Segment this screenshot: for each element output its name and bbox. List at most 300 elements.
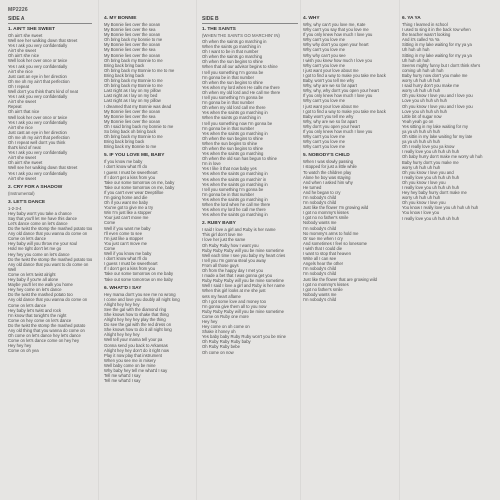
lyric-line: Love you uh huh uh huh: [402, 108, 447, 114]
lyric-line: Ruby Ruby Ruby will you be mine sometime: [202, 247, 284, 253]
lyric-line: Oh bring back my bonnie to me: [104, 37, 163, 43]
lyric-line: Oh I really love you ya know: [402, 144, 455, 150]
lyric-line: Any old dance that you wanna do come on: [8, 231, 88, 237]
lyric-line: Take our some tomorrow on me, baby: [104, 179, 175, 185]
lyric-line: I tell you something I'm gonna be: [202, 186, 264, 192]
lyric-line: I tell you something now I'm gonna be: [202, 120, 273, 126]
lyric-line: I love her just the same: [202, 237, 246, 243]
lyric-line: Oh when the sun begins to shine: [202, 135, 263, 141]
song-block: [402, 16, 496, 221]
catalog-number: MP2226: [8, 7, 28, 13]
lyric-line: the teacher wasn't looking: [402, 32, 451, 38]
lyric-line: I don't know what I'll do: [104, 256, 148, 262]
lyric-line: Well if you know me baby: [104, 251, 152, 257]
lyric-line: My Bonnie lies over the ocean: [104, 118, 161, 124]
lyric-line: worry uh huh uh huh: [402, 88, 441, 94]
lyric-line: Shake it honey oh: [202, 329, 236, 335]
lyric-line: Oh me oh my ain't that perfection: [8, 78, 70, 84]
lyric-line: If you only knew how much I love you: [303, 93, 373, 99]
lyric-line: I guess I must be sweetheart: [104, 261, 158, 267]
lyric-line: If you know me baby: [104, 159, 143, 165]
lyric-line: Oh when the saints go marching in: [202, 39, 267, 44]
lyric-line: I'm nobody's child: [303, 271, 337, 277]
lyric-line: Oh Ruby Ruby how I want you: [202, 242, 259, 248]
lyric-line: Why why can't you see: [303, 52, 346, 58]
song-title: 4. WHY: [303, 16, 320, 21]
lyric-line: Yes sitting in my lake waiting for my: [402, 123, 468, 129]
lyric-line: And he began to cry: [303, 189, 341, 195]
lyric-line: Maybe you'll let me walk you home: [8, 282, 73, 288]
lyric-line: Take out some tomorrow on me baby: [104, 276, 173, 282]
lyric-line: Alright hey hey don't do it right now: [104, 347, 170, 353]
lyric-line: When you see me in misery: [104, 357, 156, 363]
lyric-line: I tell you something I'm gonna be: [202, 95, 264, 101]
lyric-line: Just cast an eye in her direction: [8, 73, 67, 79]
lyric-line: She knows how to shake that thing: [104, 311, 169, 317]
lyric-line: Oh bring back my Bonnie to me: [104, 83, 163, 89]
lyric-line: ya ya uh huh uh huh: [402, 128, 440, 134]
song-subtitle: (Instrumental): [8, 190, 35, 196]
lyric-line: Ruby Ruby Ruby will you be mine sometime: [202, 278, 284, 284]
song-title: 2. CRY FOR A SHADOW: [8, 184, 63, 190]
lyric-line: Why, why, why don't you open your heart: [303, 88, 379, 94]
lyric-line: I'm gonna be in that number: [202, 191, 255, 197]
lyric-line: Yes when my lord he call me there: [202, 207, 266, 213]
lyric-line: Oh when my old lord and He call me there: [202, 89, 281, 95]
lyric-line: that's kind of neat: [8, 145, 41, 151]
lyric-line: Oh ain't that nice: [8, 109, 40, 115]
lyric-line: Yes I ask you very confidentially: [8, 63, 68, 69]
lyric-line: Hey hey you come on let's dance: [8, 251, 70, 257]
lyric-line: Do see the gal with the red dress on: [104, 322, 172, 328]
lyric-line: Hey come on oh come on: [202, 324, 250, 330]
lyric-line: This girl don't love me: [202, 232, 243, 238]
lyric-line: Oh Ruby Ruby bebe: [202, 344, 240, 350]
lyric-line: Oh baby hurry don't make me worry uh huh: [402, 154, 483, 160]
song-title: 1. THE SAINTS: [202, 27, 236, 32]
lyrics-column-4: [303, 16, 397, 494]
lyric-line: Why, why are we so far apart: [303, 118, 357, 124]
lyric-line: Well see her walking down that street: [8, 165, 78, 171]
lyric-line: Just like the flower that are growing wild: [303, 276, 378, 282]
lyrics-column-1: [8, 16, 92, 494]
lyric-line: Do the twist the mashed potato too: [8, 292, 73, 298]
lyric-line: Gonna send you back to Arkansas: [104, 342, 168, 348]
lyric-line: Well: [8, 266, 17, 272]
lyric-line: Yes when the saints go marching: [202, 151, 264, 157]
lyric-line: Baby won't you tell me why: [303, 113, 354, 119]
lyric-line: Bring back bring back: [104, 139, 145, 145]
lyric-line: Angels hear the other: [303, 261, 344, 267]
lyric-line: Hey mama don't you see me no wrong: [104, 291, 176, 297]
lyric-line: worry uh huh uh huh: [402, 164, 441, 170]
lyrics-column-2: [104, 16, 190, 494]
lyric-line: Take our some tomorrow on me, baby: [104, 184, 175, 190]
lyric-line: Well look her over once or twice: [8, 58, 68, 64]
lyric-line: Write all I can see: [303, 256, 337, 262]
lyric-line: Come on let's twist alright: [8, 271, 56, 277]
lyric-line: Oh ain't she sweet: [8, 160, 43, 166]
lyric-line: I'm know that tonight's the night: [8, 312, 67, 318]
song-title: 2. RUBY BABY: [202, 221, 236, 227]
song-subtitle: (WHEN THE SAINTS GO MARCHIN' IN): [202, 33, 280, 38]
lyric-line: Hey hey hey: [8, 343, 32, 349]
lyric-line: Yes when the saints go marching in: [202, 130, 268, 136]
lyric-line: I really love you uh huh uh huh: [402, 174, 460, 180]
lyric-line: Oh bring back my Bonnie to me to me: [104, 67, 175, 73]
lyric-line: Love you uh huh uh huh: [402, 98, 447, 104]
lyric-line: I just want your love about me: [303, 103, 359, 109]
lyric-line: I got no mommy's kisses: [303, 281, 349, 287]
lyric-line: Hold me tight don't let me go: [8, 246, 62, 252]
lyric-line: Thing I learned in school: [402, 22, 448, 27]
lyric-line: Bring back bring back: [104, 62, 145, 68]
lyric-line: Oh you know I love you and: [402, 169, 454, 175]
lyric-line: Tell me what'd I say: [104, 378, 141, 384]
lyric-line: Why can't you say that you love me: [303, 27, 369, 33]
lyric-line: Yes baby baby Ruby Ruby won't you be mine: [202, 334, 286, 340]
lyric-line: Yes I ask you very confidentially: [8, 43, 68, 49]
lyric-line: Oh ain't she nice: [8, 53, 40, 59]
lyric-line: When the saints go marching in: [202, 115, 261, 121]
lyric-line: Hey baby will you throw me your soul: [8, 241, 78, 247]
lyric-line: Any old thing that you wanna do come on: [8, 327, 85, 333]
lyric-line: I'm nobody's child: [303, 225, 337, 231]
lyric-line: Well look her over once or twice: [8, 114, 68, 120]
lyric-line: Ain't she nice: [8, 68, 33, 74]
lyric-line: I come and love you doubly all night long: [104, 296, 180, 302]
lyric-line: Come on let's dance: [8, 236, 47, 242]
lyrics-column-5: [402, 16, 496, 494]
lyric-line: Well if you want me baby: [104, 225, 151, 231]
lyric-line: 1-2-3-4: [8, 205, 22, 211]
song-block: [202, 221, 298, 354]
lyric-line: And sometimes I feel so lonesome: [303, 240, 368, 246]
lyric-line: Why don't you open your heart: [303, 123, 360, 129]
lyric-line: When the sun begins to shine: [202, 140, 258, 146]
lyric-line: sets my heart aflame: [202, 293, 241, 299]
lyric-line: Ain't she sweet: [8, 99, 37, 105]
lyric-line: Why, why are we so far apart: [303, 83, 357, 89]
lyric-line: Seems mighty funny but I don't think she's: [402, 62, 481, 68]
lyric-line: Sitting in my lake waiting for my ya ya: [402, 52, 472, 58]
lyric-line: When I was slowly passing: [303, 159, 354, 165]
lyric-line: Hey baby won't you take a chance: [8, 210, 72, 216]
lyric-line: I just want your love about me: [303, 67, 359, 73]
lyric-line: See the gal with the diamond ring: [104, 306, 167, 312]
lyric-line: Uh huh uh huh: [402, 47, 430, 53]
song-block: [303, 153, 397, 302]
lyric-line: Baby, won't you tell me why: [303, 78, 355, 84]
song-block: [303, 16, 397, 149]
lyric-line: Ain't she nice: [8, 124, 33, 130]
lyric-line: Alright hey hey hey: [104, 301, 140, 307]
lyric-line: And when I asked him why: [303, 179, 353, 185]
lyric-line: Oh you know I love you: [402, 179, 446, 185]
lyric-line: I'm nobody's child: [303, 266, 337, 272]
lyric-line: Sitting in my lake waiting for my ya ya: [402, 42, 472, 48]
lyric-line: You've got to give me a try: [104, 205, 154, 211]
lyric-line: My Bonnie lies over the sea: [104, 27, 156, 33]
lyric-line: Oh bring back my Bonnie to me: [104, 57, 163, 63]
lyric-line: Come on let's dance come on hey hey: [8, 338, 80, 344]
lyric-line: I'm gonna be in that number: [202, 74, 255, 80]
lyric-line: Come: [104, 220, 116, 226]
lyric-line: Do the twist the stomp the mashed potato too: [8, 256, 92, 262]
lyric-line: Yes I ask you very confidentially: [8, 119, 68, 125]
lyric-line: And it's called Ya Ya: [402, 37, 440, 43]
lyric-line: Baby hurry don't you make me: [402, 159, 459, 165]
lyric-line: Yeah yeah go on: [402, 118, 434, 124]
lyric-line: When that all our advisor begins to shine: [202, 64, 278, 70]
lyric-line: I'm nobody's child: [303, 296, 337, 302]
lyric-line: If you only knew how much I love you: [303, 128, 373, 134]
song-block: [202, 27, 298, 217]
lyric-line: Alright hey hey hey: [104, 332, 140, 338]
lyric-line: Why why don't you open your heart: [303, 42, 369, 48]
lyric-line: I really love you uh huh uh huh: [402, 185, 460, 190]
lyric-line: I stopped for just a little while: [303, 164, 357, 170]
lyric-line: Oh you know I love you: [402, 200, 446, 206]
lyric-line: Ain't she sweet: [8, 155, 37, 161]
lyric-line: Last night as I lay on my pillow: [104, 98, 161, 104]
lyric-line: Why can't you love me: [303, 47, 345, 53]
lyric-line: Little bit of sugar now: [402, 113, 442, 119]
lyric-line: Why can't you love me: [303, 98, 345, 104]
lyric-line: Last night as I lay on my pillow: [104, 88, 161, 94]
lyric-line: Say that you'll let me have this dance: [8, 215, 78, 221]
lyric-line: My Bonnie lies over the ocean: [104, 108, 161, 114]
column-divider: [98, 0, 99, 500]
lyric-line: Oh I said bring back my bonnie to me: [104, 123, 174, 129]
lyric-line: My Bonnie lies over the sea: [104, 47, 156, 53]
lyric-line: Nobody wants me: [303, 220, 337, 226]
lyric-line: Last night as I lay on my bed: [104, 93, 158, 99]
lyric-line: ya ya uh huh uh huh: [402, 139, 440, 145]
song-block: [104, 286, 190, 384]
lyric-line: Yes when the saints go marching in: [202, 171, 268, 177]
column-divider: [300, 0, 301, 500]
lyric-line: Oh sittin in my lake waiting for my late: [402, 134, 473, 140]
lyrics-column-3: [202, 16, 298, 494]
lyric-line: My Bonnie lies over the sea: [104, 113, 156, 119]
lyric-line: Play it now play that instrument: [104, 352, 162, 358]
lyric-line: From all those guys: [202, 262, 239, 268]
lyric-line: You know I love you: [402, 210, 440, 216]
song-block: [104, 153, 190, 281]
lyric-line: Baby hurry now don't you make me: [402, 72, 468, 78]
lyric-line: Well I said I love a girl and Ruby is her name: [202, 283, 285, 289]
lyric-line: When the saints go marching in: [202, 44, 261, 50]
lyric-line: Well don't you think that's kind of neat: [8, 89, 78, 95]
song-block: [8, 185, 92, 196]
lyric-line: Well tell your mama tell your pa: [104, 337, 163, 343]
lyric-line: When this girl looks at me she just: [202, 288, 266, 294]
lyric-line: I got no father's smile: [303, 286, 343, 292]
lyric-line: Yes when the saints go marching in: [202, 110, 268, 116]
lyric-line: Come on oh yea: [8, 348, 39, 354]
lyric-line: Oh when the sun begins to shine: [202, 79, 263, 85]
song-block: [8, 27, 92, 181]
lyric-line: If you can't ever wear Deeptilloe: [104, 189, 164, 195]
lyric-line: Bring back bring back: [104, 72, 145, 78]
lyric-line: Oh when the saints go marching: [202, 54, 263, 60]
lyric-line: Come: [104, 245, 116, 251]
lyric-line: Bring back my Bonnie to me: [104, 144, 157, 150]
lyric-line: Come on Ruby one more: [202, 313, 249, 319]
lyric-line: Hey baby if you're all alone: [8, 277, 59, 283]
lyric-line: I guess I must be sweetheart: [104, 169, 158, 175]
lyric-line: Oh come on now: [202, 349, 234, 355]
lyric-line: Well baby come on be mine: [104, 362, 156, 368]
lyric-line: Alright hey hey hey play the thing: [104, 317, 166, 323]
lyric-line: Tell me what'd I say: [104, 373, 141, 379]
lyric-line: She knows how to do it all night long: [104, 327, 172, 333]
column-divider: [399, 0, 400, 500]
lyric-line: You know I really love you uh huh uh huh: [402, 205, 479, 211]
lyric-line: Uh huh uh huh: [402, 57, 430, 63]
lyric-line: Ruby Ruby Ruby will you be mine sometime: [202, 308, 284, 314]
lyric-line: Oh ain't she sweet: [8, 33, 43, 38]
lyric-line: Win I'm just like a stopper: [104, 210, 152, 216]
lyric-line: I tell you I'm gonna steal you away: [202, 257, 266, 263]
lyric-line: I tell you something I'm gonna be: [202, 69, 264, 75]
lyric-line: My Bonnie lies over the ocean: [104, 52, 161, 58]
lyric-line: Yes when the saints go marching in: [202, 212, 268, 218]
lyric-line: Your just can't move me: [104, 215, 149, 221]
lyric-line: If you only knew how much I love you: [303, 32, 373, 38]
lyric-line: I said hurry don't you make me: [402, 83, 460, 89]
lyric-line: Why can't you love me: [303, 37, 345, 43]
lyric-line: I'm nobody's child: [303, 195, 337, 200]
lyric-line: I wish that I could die: [303, 245, 343, 251]
lyric-line: No mommy's arms to hold me: [303, 230, 359, 236]
lyric-line: My Bonnie lies over the ocean: [104, 42, 161, 48]
lyric-line: Why can't you love me: [303, 134, 345, 140]
song-title: 4. MY BONNIE: [104, 16, 137, 21]
lyric-line: I really love you uh huh uh huh: [402, 215, 460, 221]
lyric-line: Why can't you love me: [303, 144, 345, 150]
lyric-line: Hey hey: [202, 318, 218, 324]
lyric-line: Oh bring back my Bonnie to me: [104, 78, 163, 84]
lyric-line: I don't know what I'll do: [104, 164, 148, 170]
lyric-line: I'm gonna be in that number: [202, 125, 255, 131]
lyric-line: Oh when the old sun has begun to shine: [202, 156, 277, 162]
lyric-line: I wish you knew how much I love you: [303, 57, 372, 63]
lyric-line: I made a bet that I was gonna get you: [202, 273, 273, 279]
lyric-line: I'll even come to see: [104, 230, 143, 236]
lyric-line: Just cast an eye in her direction: [8, 129, 67, 135]
lyric-line: You just can't move me: [104, 240, 148, 246]
lyric-line: Nobody wants me: [303, 291, 337, 297]
lyric-line: Oh I repeat: [8, 83, 29, 89]
lyric-line: Do the twist the stomp the mashed potato: [8, 322, 86, 328]
lyric-line: Well see her walking down that street: [8, 38, 78, 44]
lyric-line: Oh from the happy day I met you: [202, 268, 263, 274]
lyric-line: Oh when the sun begins to shine: [202, 59, 263, 65]
lyric-line: Yes I like it that now baby yes: [202, 166, 257, 172]
side-label: SIDE A: [8, 16, 92, 24]
lyric-line: So bring back oh bring back: [104, 128, 156, 134]
lyric-line: He turned: [303, 184, 322, 190]
lyric-line: Hey hey baby hurry don't make me: [402, 190, 467, 196]
lyric-line: Repeat: [8, 104, 22, 110]
lyric-line: Or sue me when I cry: [303, 235, 343, 241]
lyric-line: Yes I ask you very confidentially: [8, 94, 68, 100]
lyric-line: If I don't get a kiss from you: [104, 266, 156, 272]
lyric-line: Come on hey come on let's dance: [8, 317, 72, 323]
lyric-line: Ain't she sweet: [8, 48, 37, 54]
lyric-line: Oh when the sun begins to shine: [202, 145, 263, 151]
lyric-line: Yes when my lord when He calls me there: [202, 84, 280, 90]
column-divider: [196, 0, 197, 500]
song-title: 6. YA YA: [402, 16, 421, 21]
lyric-line: Ain't she sweet: [8, 175, 37, 181]
song-title: 5. NOBODY'S CHILD: [303, 153, 350, 159]
song-block: [8, 200, 92, 354]
lyric-line: Oh when my old lord call me there: [202, 105, 266, 111]
lyric-line: I'm just like a stopper: [104, 235, 144, 241]
lyric-line: Well each time I see you baby my heart cries: [202, 252, 286, 258]
lyric-line: Why can't you love me: [303, 139, 345, 145]
lyric-line: Oh me oh my ain't that perfection: [8, 134, 70, 140]
lyric-line: Why can't you love me: [303, 62, 345, 68]
lyric-line: Yes when the saints go marching in: [202, 196, 268, 202]
lyric-line: I'm nobody's child: [303, 200, 337, 206]
lyric-line: Let's dance come on let's dance: [8, 221, 68, 226]
lyric-line: Oh Ruby Ruby Ruby baby: [202, 339, 251, 345]
song-title: 1. AIN'T SHE SWEET: [8, 27, 56, 32]
side-label: SIDE B: [202, 16, 298, 24]
lyric-line: Why baby hey tell me what'd I say: [104, 368, 168, 373]
lyric-line: I want to stop that heaven: [303, 251, 351, 257]
lyric-line: I'm gonna give them all to you now: [202, 303, 267, 309]
lyric-line: coming uh huh uh huh: [402, 67, 444, 73]
lyric-line: Do the twist the stomp the mashed potato too: [8, 226, 92, 232]
lyric-line: Oh I want to be in that number: [202, 49, 259, 55]
lyric-line: My Bonnie lies over the ocean: [104, 22, 161, 27]
song-title: 5. IF YOU LOVE ME, BABY: [104, 153, 165, 159]
lyric-line: Just like the flower I'm growing wild: [303, 205, 369, 211]
lyric-line: Hey baby let's twist and rock: [8, 307, 61, 313]
lyric-line: Oh I repeat well don't you think: [8, 139, 66, 145]
lyric-line: Yes when the saints go marchin' in: [202, 176, 267, 182]
lyric-line: Oh bring back my Bonnie to me: [104, 134, 163, 140]
lyric-line: I'm in love: [202, 161, 221, 167]
lyric-line: Oh you know I love you and I love you: [402, 93, 473, 99]
song-title: 3. LET'S DANCE: [8, 199, 46, 205]
lyric-line: Oh I got some love and money too: [202, 298, 267, 304]
lyric-line: Hey hey come on let's dance: [8, 287, 62, 293]
lyric-line: worry uh huh uh huh: [402, 78, 441, 84]
lyric-line: Any old dance that you want to do come on: [8, 261, 89, 267]
lyric-line: To watch the children play: [303, 169, 352, 175]
lyric-line: Come on let's dance: [8, 302, 47, 308]
lyric-line: Oh come on let's dance hey let's dance: [8, 333, 81, 339]
lyric-line: I got no no father's smile: [303, 215, 349, 221]
lyric-line: I said I love a girl and Ruby is her name: [202, 227, 276, 233]
lyric-line: When the lord when he call me there: [202, 202, 271, 207]
lyric-line: Alone he boy was staying: [303, 174, 351, 180]
lyric-line: Yes when the saints go marching in: [202, 181, 268, 187]
lyric-line: Yes I ask you very confidentially: [8, 150, 68, 156]
lyric-line: Why, why can't you love me, Kate: [303, 22, 366, 27]
lyric-line: I got to find a way to make you take me back: [303, 108, 386, 114]
lyric-line: I really love you uh huh uh huh: [402, 149, 460, 155]
lyric-line: Oh if you want me baby: [104, 200, 148, 206]
song-title: 6. WHAT'D I SAY: [104, 285, 142, 291]
lyric-line: I dreamed that my Bonnie was dead: [104, 103, 172, 109]
